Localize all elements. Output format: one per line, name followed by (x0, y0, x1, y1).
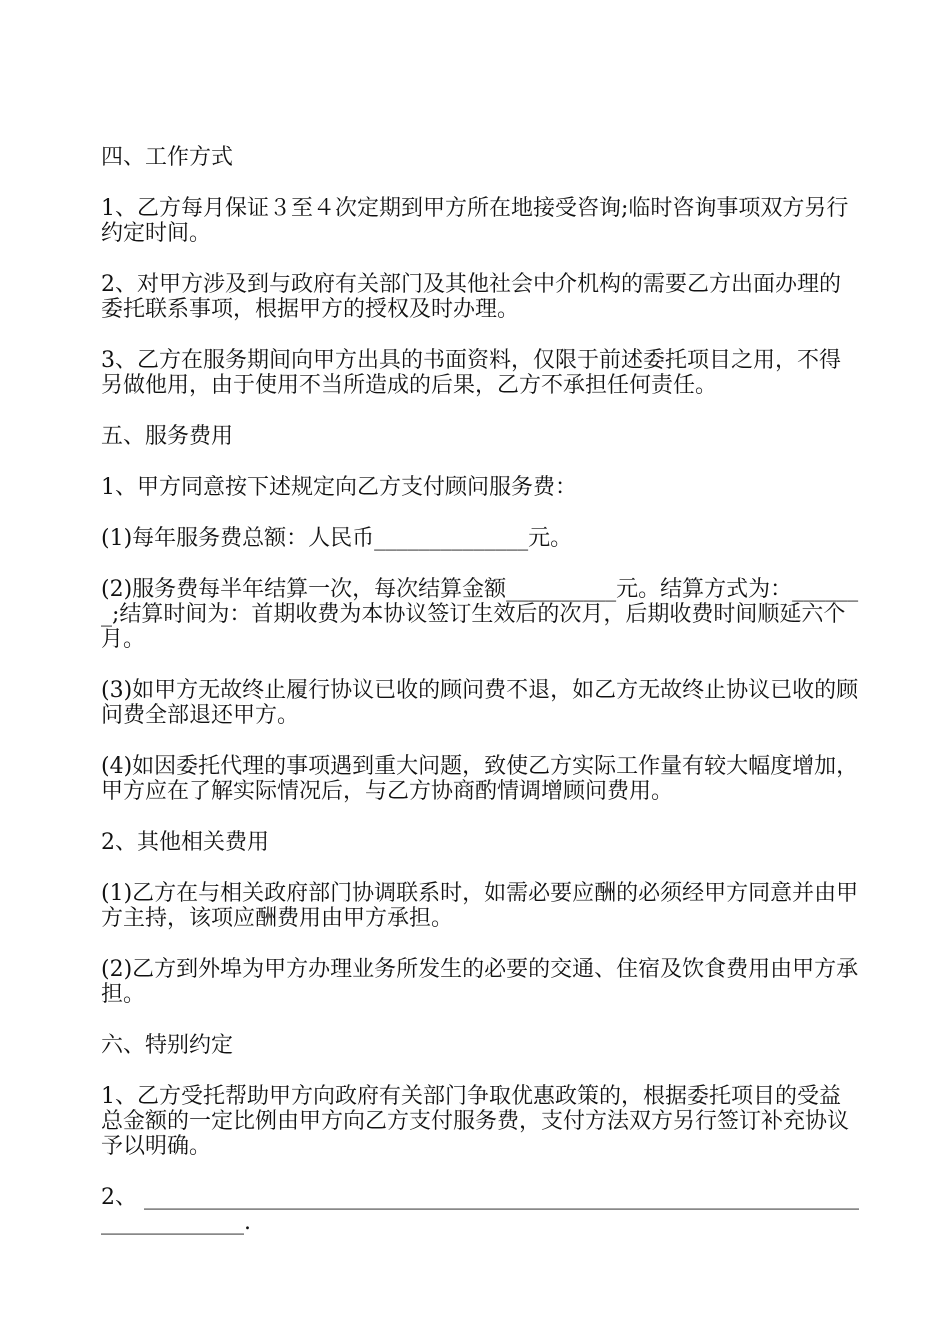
section-heading-work-method: 四、工作方式 (101, 145, 234, 170)
paragraph: (3)如甲方无故终止履行协议已收的顾问费不退，如乙方无故终止协议已收的顾问费全部退还甲方。 (101, 678, 859, 728)
section-heading-special-agreement: 六、特别约定 (101, 1033, 234, 1058)
document-body (101, 145, 861, 1235)
paragraph: 1、乙方每月保证３至４次定期到甲方所在地接受咨询;临时咨询事项双方另行约定时间。 (101, 196, 849, 246)
paragraph: (1)乙方在与相关政府部门协调联系时，如需必要应酬的必须经甲方同意并由甲方主持，该项应酬费用由甲方承担。 (101, 881, 859, 931)
section-heading-service-fee: 五、服务费用 (101, 424, 234, 449)
paragraph: (2)服务费每半年结算一次，每次结算金额__________元。结算方式为：_______;结算时间为：首期收费为本协议签订生效后的次月，后期收费时间顺延六个月。 (101, 577, 859, 652)
paragraph: 1、乙方受托帮助甲方向政府有关部门争取优惠政策的，根据委托项目的受益总金额的一定比例由甲方向乙方支付服务费，支付方法双方另行签订补充协议予以明确。 (101, 1084, 850, 1159)
paragraph: 1、甲方同意按下述规定向乙方支付顾问服务费： (101, 475, 577, 500)
paragraph: 3、乙方在服务期间向甲方出具的书面资料，仅限于前述委托项目之用，不得另做他用，由于使用不当所造成的后果，乙方不承担任何责任。 (101, 348, 841, 398)
paragraph: (2)乙方到外埠为甲方办理业务所发生的必要的交通、住宿及饮食费用由甲方承担。 (101, 957, 859, 1007)
paragraph: (1)每年服务费总额：人民币______________元。 (101, 526, 573, 551)
paragraph: 2、 ______________________________________________________________________________. (101, 1185, 859, 1235)
paragraph: 2、对甲方涉及到与政府有关部门及其他社会中介机构的需要乙方出面办理的委托联系事项，根据甲方的授权及时办理。 (101, 272, 841, 322)
paragraph: 2、其他相关费用 (101, 830, 269, 855)
paragraph: (4)如因委托代理的事项遇到重大问题，致使乙方实际工作量有较大幅度增加，甲方应在了解实际情况后，与乙方协商酌情调增顾问费用。 (101, 754, 859, 804)
